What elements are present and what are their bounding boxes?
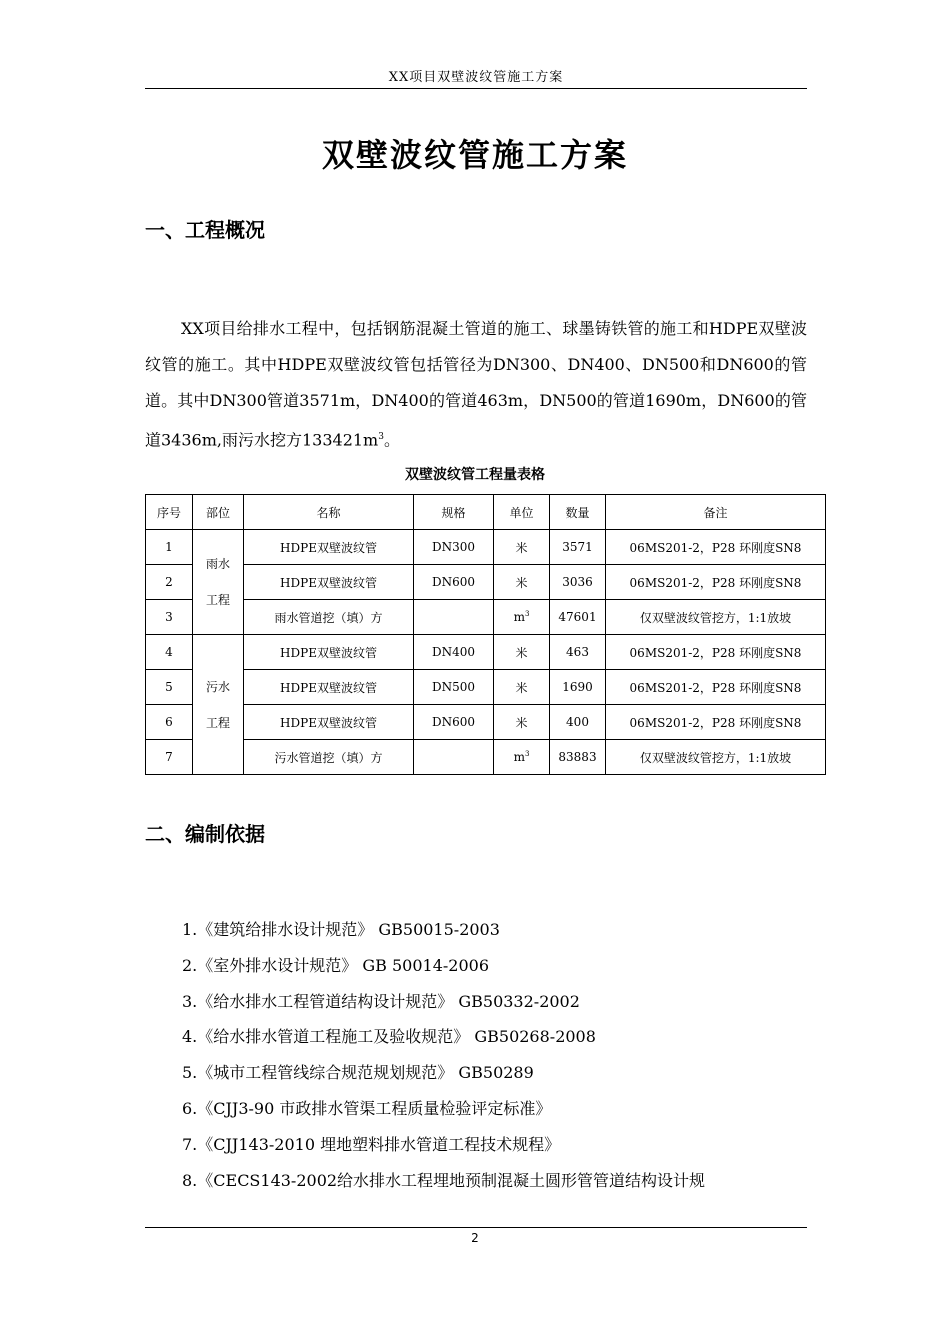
- cell-spec: [414, 600, 494, 635]
- cell-unit: [494, 635, 550, 670]
- cell-spec: DN300: [414, 530, 494, 565]
- overview-text-end: 。: [383, 430, 400, 450]
- list-item: 7.《CJJ143-2010 埋地塑料排水管道工程技术规程》: [182, 1134, 561, 1154]
- cell-no: 7: [146, 740, 193, 775]
- header-note: 备注: [606, 495, 826, 530]
- cell-unit: [494, 565, 550, 600]
- cell-no: 4: [146, 635, 193, 670]
- unit-text: 米: [515, 645, 528, 660]
- list-item: 4.《给水排水管道工程施工及验收规范》 GB50268-2008: [182, 1027, 596, 1047]
- cell-qty: 3036: [550, 565, 606, 600]
- unit-text: 米: [515, 540, 528, 555]
- cell-note: 仅双壁波纹管挖方，1:1放坡: [606, 740, 826, 775]
- cell-name: HDPE双壁波纹管: [244, 565, 414, 600]
- unit-text: 米: [515, 680, 528, 695]
- cell-part-sewage: [193, 635, 244, 775]
- cell-qty: 47601: [550, 600, 606, 635]
- cell-no: 1: [146, 530, 193, 565]
- table-row: [146, 740, 826, 775]
- header-unit: 单位: [494, 495, 550, 530]
- cell-no: 5: [146, 670, 193, 705]
- header-no: 序号: [146, 495, 193, 530]
- unit-text: 米: [515, 575, 528, 590]
- cell-qty: 400: [550, 705, 606, 740]
- cell-note: 06MS201-2，P28 环刚度SN8: [606, 635, 826, 670]
- unit-text: m: [513, 750, 525, 764]
- cell-note: 06MS201-2，P28 环刚度SN8: [606, 705, 826, 740]
- cell-no: 6: [146, 705, 193, 740]
- list-item: 6.《CJJ3-90 市政排水管渠工程质量检验评定标准》: [182, 1098, 552, 1118]
- unit-sup: 3: [524, 610, 530, 618]
- cell-name: 污水管道挖（填）方: [244, 740, 414, 775]
- cell-qty: 463: [550, 635, 606, 670]
- page-header: XX项目双壁波纹管施工方案: [145, 66, 807, 89]
- overview-text: XX项目给排水工程中，包括钢筋混凝土管道的施工、球墨铸铁管的施工和HDPE双壁波纹管的施工。其中HDPE双壁波纹管包括管径为DN300、DN400、DN500和DN600的管道。其中DN300管道3571m，DN400的管道463m，DN500的管道1690m，DN600的管道3436m,雨污水挖方133421m: [145, 319, 807, 450]
- cell-spec: [414, 740, 494, 775]
- list-item: 3.《给水排水工程管道结构设计规范》 GB50332-2002: [182, 991, 580, 1011]
- part-sewage-line2: 工程: [205, 715, 230, 730]
- cell-qty: 3571: [550, 530, 606, 565]
- document-title: 双壁波纹管施工方案: [321, 136, 628, 174]
- list-item: 5.《城市工程管线综合规范规划规范》 GB50289: [182, 1063, 534, 1083]
- cell-note: 06MS201-2，P28 环刚度SN8: [606, 530, 826, 565]
- cell-unit: [494, 705, 550, 740]
- header-qty: 数量: [550, 495, 606, 530]
- header-name: 名称: [244, 495, 414, 530]
- list-item: 8.《CECS143-2002给水排水工程埋地预制混凝土圆形管管道结构设计规: [182, 1170, 706, 1190]
- cell-name: 雨水管道挖（填）方: [244, 600, 414, 635]
- cell-spec: DN400: [414, 635, 494, 670]
- part-rain-line2: 工程: [205, 593, 230, 607]
- table-row: [146, 635, 826, 670]
- cell-spec: DN600: [414, 565, 494, 600]
- cell-spec: DN600: [414, 705, 494, 740]
- cell-note: 06MS201-2，P28 环刚度SN8: [606, 565, 826, 600]
- table-header-row: [146, 495, 826, 530]
- header-spec: 规格: [414, 495, 494, 530]
- cell-unit: [494, 600, 550, 635]
- cell-qty: 1690: [550, 670, 606, 705]
- quantity-table: [145, 494, 826, 775]
- cell-name: HDPE双壁波纹管: [244, 705, 414, 740]
- cell-name: HDPE双壁波纹管: [244, 530, 414, 565]
- cell-no: 2: [146, 565, 193, 600]
- page-number: 2: [471, 1231, 479, 1245]
- cell-unit: [494, 670, 550, 705]
- table-row: [146, 565, 826, 600]
- table-caption: 双壁波纹管工程量表格: [405, 467, 545, 483]
- section-heading-overview: 一、工程概况: [145, 218, 265, 242]
- cell-no: 3: [146, 600, 193, 635]
- cell-note: 06MS201-2，P28 环刚度SN8: [606, 670, 826, 705]
- overview-superscript: 3: [378, 432, 384, 442]
- part-rain-line1: 雨水: [205, 557, 230, 571]
- cell-name: HDPE双壁波纹管: [244, 670, 414, 705]
- unit-text: 米: [515, 715, 528, 730]
- unit-sup: 3: [524, 750, 530, 758]
- cell-unit: [494, 740, 550, 775]
- footer-divider: [145, 1227, 807, 1228]
- part-sewage-line1: 污水: [205, 679, 230, 694]
- cell-unit: [494, 530, 550, 565]
- table-row: [146, 600, 826, 635]
- overview-paragraph: [145, 311, 807, 458]
- cell-part-rain: [193, 530, 244, 635]
- section-heading-basis: 二、编制依据: [145, 822, 265, 846]
- cell-qty: 83883: [550, 740, 606, 775]
- cell-spec: DN500: [414, 670, 494, 705]
- list-item: 2.《室外排水设计规范》 GB 50014-2006: [182, 955, 490, 975]
- table-row: [146, 530, 826, 565]
- header-part: 部位: [193, 495, 244, 530]
- cell-name: HDPE双壁波纹管: [244, 635, 414, 670]
- table-row: [146, 670, 826, 705]
- list-item: 1.《建筑给排水设计规范》 GB50015-2003: [182, 920, 500, 939]
- reference-list: [182, 912, 807, 1198]
- table-row: [146, 705, 826, 740]
- unit-text: m: [513, 610, 525, 624]
- cell-note: 仅双壁波纹管挖方，1:1放坡: [606, 600, 826, 635]
